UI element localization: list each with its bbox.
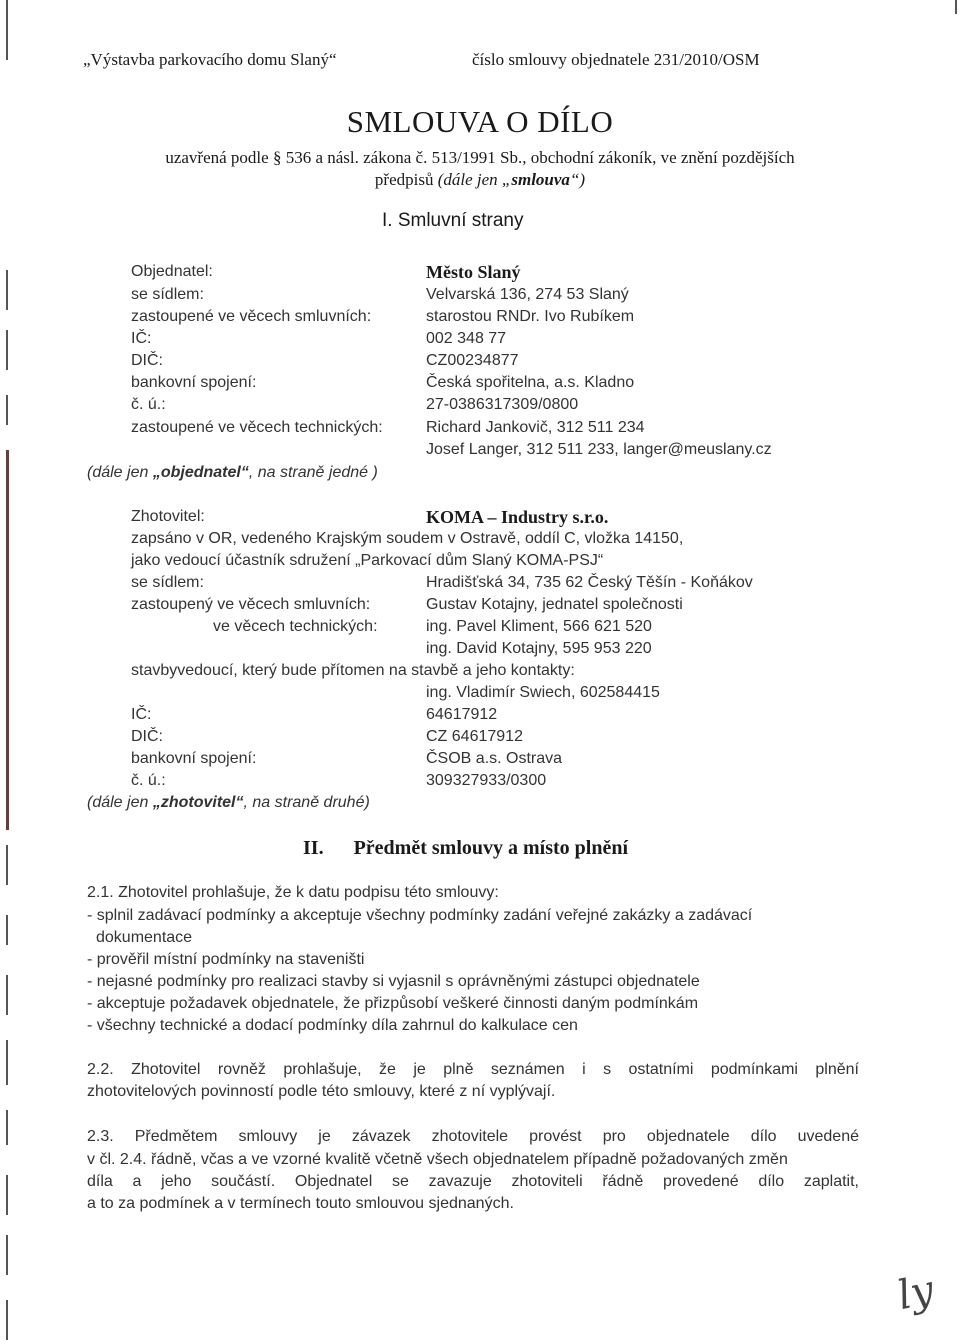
scan-margin-mark xyxy=(6,1300,8,1340)
scan-margin-mark xyxy=(6,450,9,830)
site-manager-label: stavbyvedoucí, který bude přítomen na stavbě a jeho kontakty: xyxy=(131,662,575,679)
subtitle-term: smlouva xyxy=(511,170,570,189)
objednatel-bank-label: bankovní spojení: xyxy=(131,374,257,391)
zhotovitel-registration-2: jako vedoucí účastník sdružení „Parkovací dům Slaný KOMA-PSJ“ xyxy=(131,552,604,569)
objednatel-representative: starostou RNDr. Ivo Rubíkem xyxy=(426,308,635,325)
note-text-end: , na straně druhé) xyxy=(243,794,370,811)
section-1-title: I. Smluvní strany xyxy=(382,210,524,231)
zhotovitel-seat: Hradišťská 34, 735 62 Český Těšín - Koňákov xyxy=(426,574,753,591)
zhotovitel-contract-rep: Gustav Kotajny, jednatel společnosti xyxy=(426,596,683,613)
scan-margin-mark xyxy=(6,395,8,425)
scan-margin-mark xyxy=(6,0,8,60)
scan-margin-mark xyxy=(6,270,8,310)
clause-2-1-item-cont: dokumentace xyxy=(96,929,193,946)
clause-2-1-item: - splnil zadávací podmínky a akceptuje všechny podmínky zadání veřejné zakázky a zadávací xyxy=(87,907,753,924)
scan-margin-mark xyxy=(6,330,8,370)
contract-number: číslo smlouvy objednatele 231/2010/OSM xyxy=(472,50,760,69)
zhotovitel-note xyxy=(87,794,370,812)
objednatel-account: 27-0386317309/0800 xyxy=(426,396,579,413)
clause-2-1-item: - nejasné podmínky pro realizaci stavby si vyjasnil s oprávněnými zástupci objednatele xyxy=(87,973,700,990)
zhotovitel-account: 309327933/0300 xyxy=(426,772,547,789)
project-name: „Výstavba parkovacího domu Slaný“ xyxy=(83,50,337,69)
scan-margin-mark xyxy=(6,1235,8,1275)
clause-2-1-item: - všechny technické a dodací podmínky díla zahrnul do kalkulace cen xyxy=(87,1017,578,1034)
section-2-title xyxy=(303,837,628,860)
note-text: (dále jen xyxy=(87,464,153,481)
clause-2-3-line-1: 2.3. Předmětem smlouvy je závazek zhotovitele provést pro objednatele dílo uvedené xyxy=(87,1128,859,1145)
objednatel-label: Objednatel: xyxy=(131,263,213,280)
objednatel-tech-contact-1: Richard Jankovič, 312 511 234 xyxy=(426,419,645,436)
note-term: „zhotovitel“ xyxy=(152,794,244,811)
subtitle-text: předpisů xyxy=(374,170,438,189)
zhotovitel-contract-label: zastoupený ve věcech smluvních: xyxy=(131,596,371,613)
zhotovitel-label: Zhotovitel: xyxy=(131,508,205,525)
objednatel-tech-contact-2: Josef Langer, 312 511 233, langer@meuslany.cz xyxy=(426,441,772,458)
clause-2-2-line-2: zhotovitelových povinností podle této smlouvy, které z ní vyplývají. xyxy=(87,1083,556,1100)
objednatel-dic-label: DIČ: xyxy=(131,352,163,369)
document-title: SMLOUVA O DÍLO xyxy=(346,104,614,139)
note-text-end: , na straně jedné ) xyxy=(248,464,378,481)
objednatel-ic-label: IČ: xyxy=(131,330,152,347)
zhotovitel-registration-1: zapsáno v OR, vedeného Krajským soudem v Ostravě, oddíl C, vložka 14150, xyxy=(131,530,684,547)
subtitle-note-end: “) xyxy=(569,170,586,189)
zhotovitel-seat-label: se sídlem: xyxy=(131,574,204,591)
clause-2-1-item: - akceptuje požadavek objednatele, že přizpůsobí veškeré činnosti daným podmínkám xyxy=(87,995,699,1012)
subtitle-line-1: uzavřená podle § 536 a násl. zákona č. 513/1991 Sb., obchodní zákoník, ve znění pozdějších xyxy=(165,148,795,167)
objednatel-seat-label: se sídlem: xyxy=(131,286,204,303)
clause-2-1-item: - prověřil místní podmínky na staveništi xyxy=(87,951,365,968)
zhotovitel-ic: 64617912 xyxy=(426,706,498,723)
clause-2-3-line-2: v čl. 2.4. řádně, včas a ve vzorné kvalitě včetně všech objednatelem případně požadovaných změn xyxy=(87,1151,788,1168)
clause-2-2-line-1: 2.2. Zhotovitel rovněž prohlašuje, že je plně seznámen i s ostatními podmínkami plnění xyxy=(87,1061,859,1078)
zhotovitel-bank: ČSOB a.s. Ostrava xyxy=(426,750,563,767)
scan-margin-mark xyxy=(6,1040,8,1085)
scan-margin-mark xyxy=(6,915,8,945)
note-text: (dále jen xyxy=(87,794,153,811)
zhotovitel-tech-label: ve věcech technických: xyxy=(213,618,378,635)
zhotovitel-name: KOMA – Industry s.r.o. xyxy=(426,507,609,527)
scan-right-mark xyxy=(955,0,957,14)
section-2-number: II. xyxy=(303,837,324,859)
zhotovitel-account-label: č. ú.: xyxy=(131,772,166,789)
subtitle-line-2 xyxy=(0,170,960,190)
subtitle-note: (dále jen „ xyxy=(437,170,512,189)
scan-margin-mark xyxy=(6,1175,8,1215)
clause-2-3-line-3: díla a jeho součástí. Objednatel se zavazuje zhotoviteli řádně provedené dílo zaplatit, xyxy=(87,1173,859,1190)
zhotovitel-tech-contact-2: ing. David Kotajny, 595 953 220 xyxy=(426,640,652,657)
note-term: „objednatel“ xyxy=(152,464,249,481)
clause-2-1-intro: 2.1. Zhotovitel prohlašuje, že k datu podpisu této smlouvy: xyxy=(87,884,499,901)
site-manager-contact: ing. Vladimír Swiech, 602584415 xyxy=(426,684,660,701)
zhotovitel-tech-contact-1: ing. Pavel Kliment, 566 621 520 xyxy=(426,618,652,635)
zhotovitel-bank-label: bankovní spojení: xyxy=(131,750,257,767)
scan-margin-mark xyxy=(6,975,8,1015)
objednatel-account-label: č. ú.: xyxy=(131,396,166,413)
clause-2-3-line-4: a to za podmínek a v termínech touto smlouvou sjednaných. xyxy=(87,1195,514,1212)
objednatel-note xyxy=(87,464,378,482)
objednatel-tech-label: zastoupené ve věcech technických: xyxy=(131,419,383,436)
zhotovitel-dic: CZ 64617912 xyxy=(426,728,523,745)
objednatel-bank: Česká spořitelna, a.s. Kladno xyxy=(426,374,635,391)
scan-margin-mark xyxy=(6,1110,8,1145)
objednatel-seat: Velvarská 136, 274 53 Slaný xyxy=(426,286,629,303)
objednatel-representative-label: zastoupené ve věcech smluvních: xyxy=(131,308,372,325)
handwritten-initials: ly xyxy=(893,1266,938,1320)
zhotovitel-dic-label: DIČ: xyxy=(131,728,163,745)
objednatel-dic: CZ00234877 xyxy=(426,352,519,369)
scan-margin-mark xyxy=(6,845,8,885)
objednatel-name: Město Slaný xyxy=(426,262,521,282)
objednatel-ic: 002 348 77 xyxy=(426,330,507,347)
zhotovitel-ic-label: IČ: xyxy=(131,706,152,723)
section-2-heading: Předmět smlouvy a místo plnění xyxy=(353,837,629,859)
